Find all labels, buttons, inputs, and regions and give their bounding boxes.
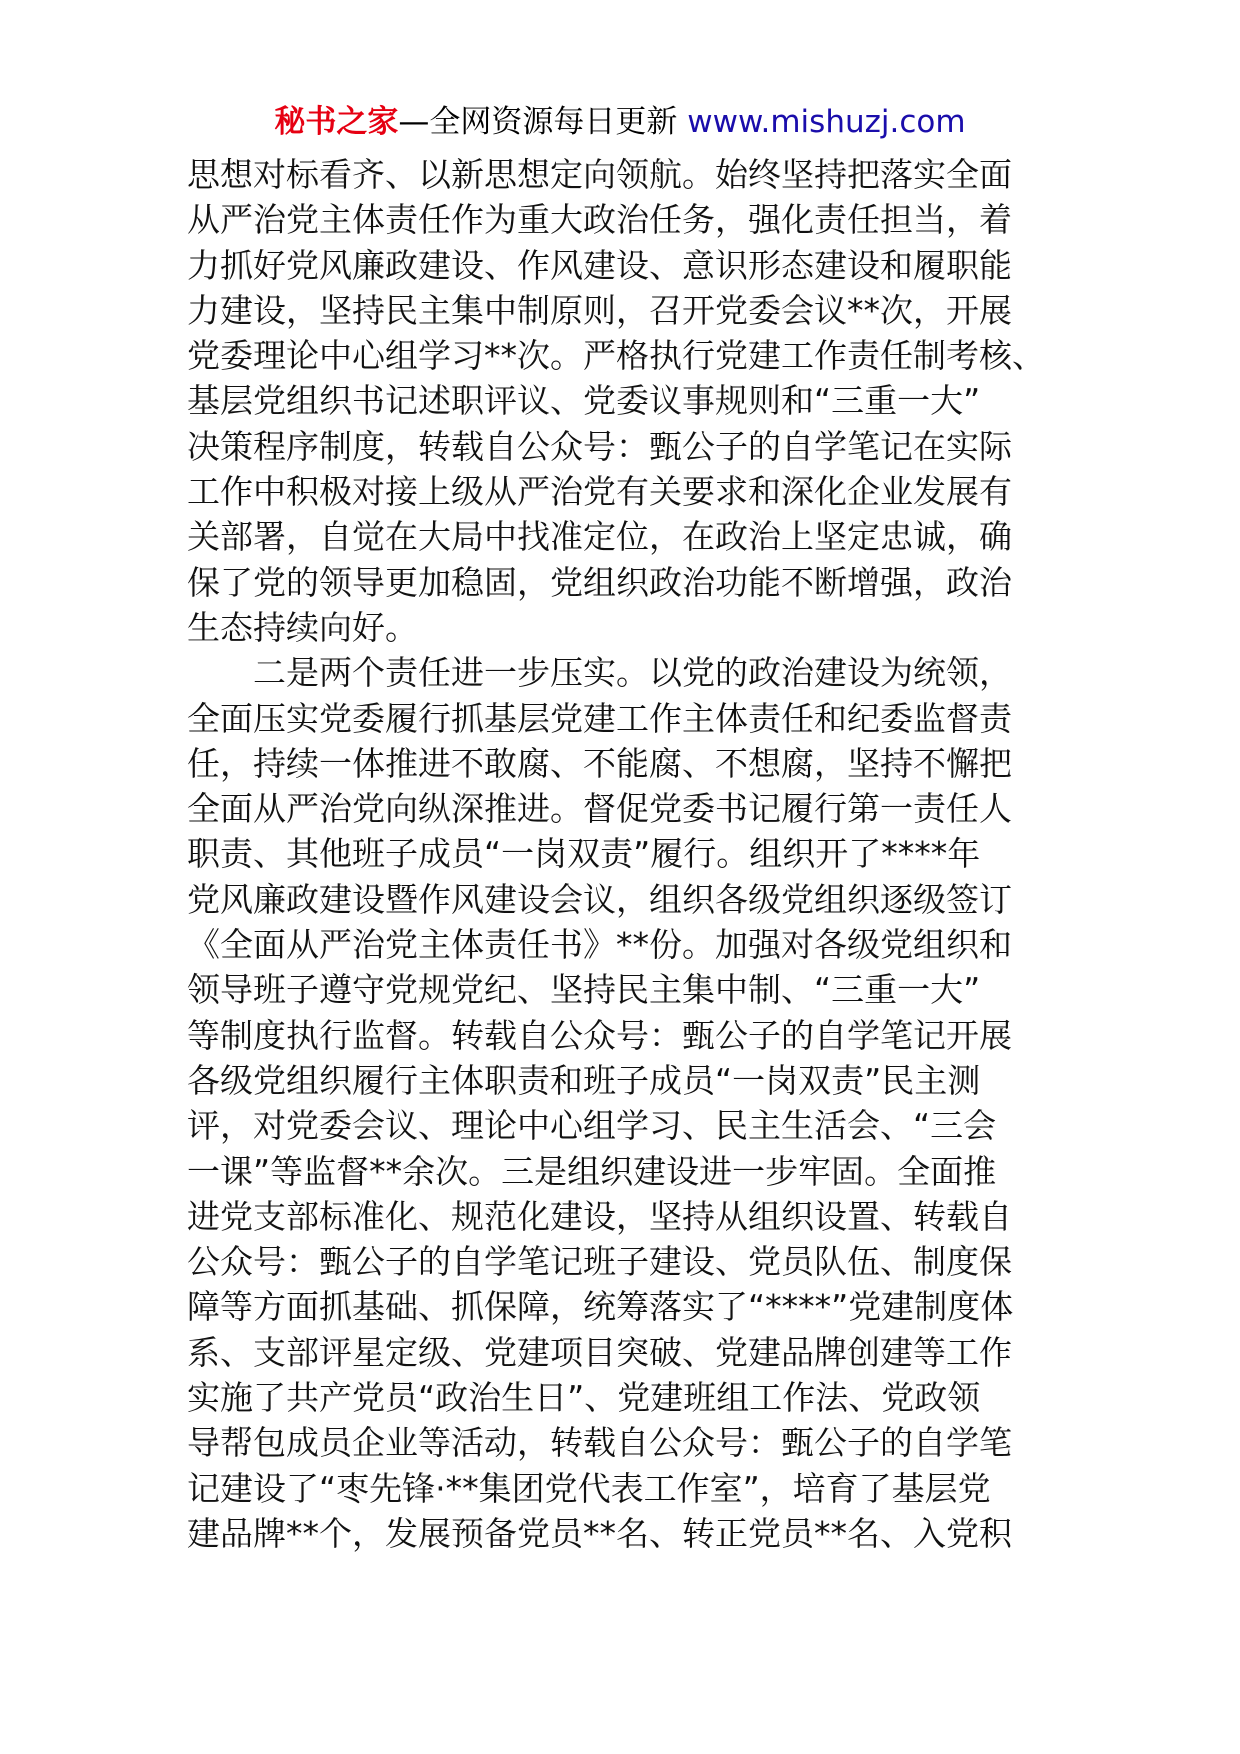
document-body <box>187 152 1187 1556</box>
page-header <box>0 100 1240 144</box>
text-line: 系、支部评星定级、党建项目突破、党建品牌创建等工作 <box>187 1332 1012 1372</box>
site-tagline: —全网资源每日更新 <box>398 104 688 140</box>
text-line: 全面从严治党向纵深推进。督促党委书记履行第一责任人 <box>187 789 1012 829</box>
text-line: 思想对标看齐、以新思想定向领航。始终坚持把落实全面 <box>187 155 1012 194</box>
text-line: 记建设了“枣先锋·**集团党代表工作室”，培育了基层党 <box>187 1468 991 1508</box>
text-line: 障等方面抓基础、抓保障，统筹落实了“****”党建制度体 <box>187 1287 1014 1327</box>
text-line: 力抓好党风廉政建设、作风建设、意识形态建设和履职能 <box>187 245 1012 285</box>
text-line: 党风廉政建设暨作风建设会议，组织各级党组织逐级签订 <box>187 879 1012 919</box>
text-line: 保了党的领导更加稳固，党组织政治功能不断增强，政治 <box>187 562 1012 602</box>
text-line: 党委理论中心组学习**次。严格执行党建工作责任制考核、 <box>187 336 1045 376</box>
site-url-link[interactable]: www.mishuzj.com <box>687 104 966 140</box>
text-line: 进党支部标准化、规范化建设，坚持从组织设置、转载自 <box>187 1196 1012 1236</box>
text-line: 关部署，自觉在大局中找准定位，在政治上坚定忠诚，确 <box>187 517 1012 557</box>
text-line: 公众号：甄公子的自学笔记班子建设、党员队伍、制度保 <box>187 1242 1012 1282</box>
site-brand: 秘书之家 <box>274 104 399 140</box>
text-line: 力建设，坚持民主集中制原则，召开党委会议**次，开展 <box>187 290 1012 330</box>
text-line: 职责、其他班子成员“一岗双责”履行。组织开了****年 <box>187 834 981 874</box>
text-line: 实施了共产党员“政治生日”、党建班组工作法、党政领 <box>187 1378 981 1418</box>
text-line: 建品牌**个，发展预备党员**名、转正党员**名、入党积 <box>187 1513 1012 1553</box>
text-line: 任，持续一体推进不敢腐、不能腐、不想腐，坚持不懈把 <box>187 743 1012 783</box>
text-line: 决策程序制度，转载自公众号：甄公子的自学笔记在实际 <box>187 426 1012 466</box>
text-line: 从严治党主体责任作为重大政治任务，强化责任担当，着 <box>187 200 1012 240</box>
text-line: 等制度执行监督。转载自公众号：甄公子的自学笔记开展 <box>187 1015 1012 1055</box>
text-line: 全面压实党委履行抓基层党建工作主体责任和纪委监督责 <box>187 698 1012 738</box>
text-line: 一课”等监督**余次。三是组织建设进一步牢固。全面推 <box>187 1151 997 1191</box>
text-line: 评，对党委会议、理论中心组学习、民主生活会、“三会 <box>187 1106 997 1146</box>
text-line: 《全面从严治党主体责任书》**份。加强对各级党组织和 <box>187 925 1012 965</box>
text-line: 基层党组织书记述职评议、党委议事规则和“三重一大” <box>187 381 981 421</box>
text-line: 各级党组织履行主体职责和班子成员“一岗双责”民主测 <box>187 1060 981 1100</box>
text-line: 导帮包成员企业等活动，转载自公众号：甄公子的自学笔 <box>187 1423 1012 1463</box>
text-line: 领导班子遵守党规党纪、坚持民主集中制、“三重一大” <box>187 970 981 1010</box>
paragraph-start-line: 二是两个责任进一步压实。以党的政治建设为统领， <box>253 653 1012 693</box>
text-line: 工作中积极对接上级从严治党有关要求和深化企业发展有 <box>187 472 1012 512</box>
text-line: 生态持续向好。 <box>187 607 418 647</box>
